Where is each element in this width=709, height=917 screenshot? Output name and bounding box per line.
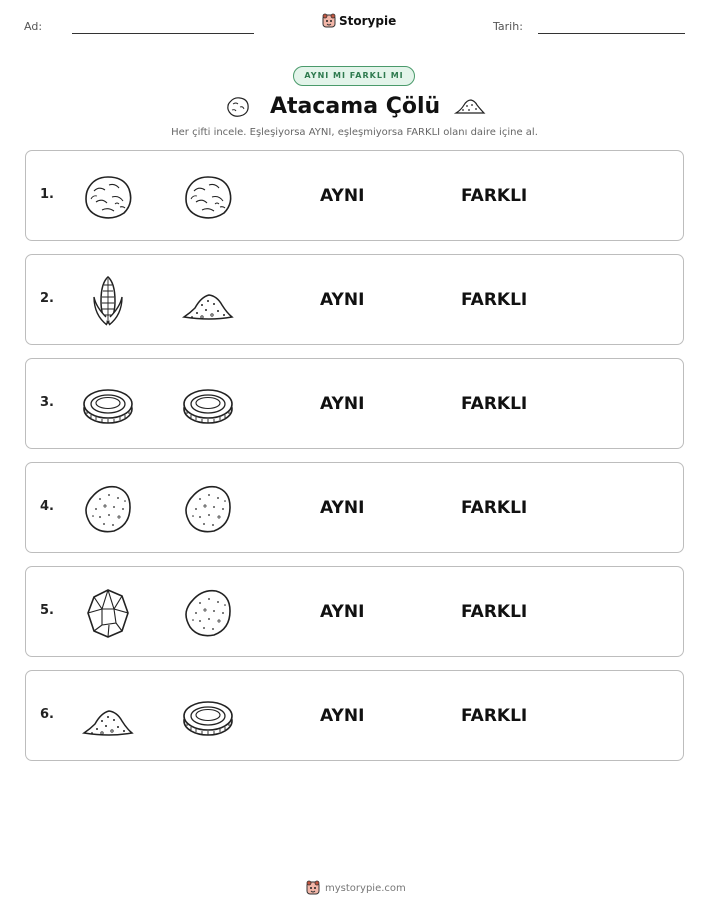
activity-type-badge: AYNI MI FARKLI MI [293,66,415,86]
option-same[interactable]: AYNI [320,186,365,206]
exercise-row [25,254,684,345]
row-number: 6. [40,707,54,722]
option-different[interactable]: FARKLI [461,498,528,518]
row-number: 4. [40,499,54,514]
coin-icon [182,691,234,743]
exercise-row [25,566,684,657]
footer [306,880,406,896]
crystal-rock-icon [82,587,134,639]
row-number: 5. [40,603,54,618]
instructions: Her çifti incele. Eşleşiyorsa AYNI, eşleşmiyorsa FARKLI olanı daire içine al. [171,127,538,138]
title-row [0,92,709,122]
option-same[interactable]: AYNI [320,498,365,518]
storypie-mascot-icon [322,13,336,29]
footer-url: mystorypie.com [325,882,406,894]
name-field[interactable] [72,33,254,34]
pebble-icon [182,483,234,535]
row-number: 1. [40,187,54,202]
option-different[interactable]: FARKLI [461,186,528,206]
option-different[interactable]: FARKLI [461,394,528,414]
option-different[interactable]: FARKLI [461,602,528,622]
page-title: Atacama Çölü [270,94,441,119]
coin-icon [182,379,234,431]
option-same[interactable]: AYNI [320,706,365,726]
sand-pile-icon [182,275,234,327]
exercise-row [25,462,684,553]
exercise-row [25,670,684,761]
rock-icon [182,171,234,223]
sand-pile-icon [455,97,485,115]
rock-icon [226,96,250,118]
pebble-icon [82,483,134,535]
name-label: Ad: [24,20,43,33]
coin-icon [82,379,134,431]
option-different[interactable]: FARKLI [461,706,528,726]
row-number: 3. [40,395,54,410]
storypie-mascot-icon [306,880,320,896]
option-same[interactable]: AYNI [320,602,365,622]
option-same[interactable]: AYNI [320,394,365,414]
exercise-row [25,358,684,449]
row-number: 2. [40,291,54,306]
sand-pile-icon [82,691,134,743]
rock-icon [82,171,134,223]
date-label: Tarih: [493,20,523,33]
corn-icon [82,275,134,327]
date-field[interactable] [538,33,685,34]
option-same[interactable]: AYNI [320,290,365,310]
brand-logo [322,13,396,29]
exercise-row [25,150,684,241]
pebble-icon [182,587,234,639]
brand-name: Storypie [339,14,397,28]
option-different[interactable]: FARKLI [461,290,528,310]
